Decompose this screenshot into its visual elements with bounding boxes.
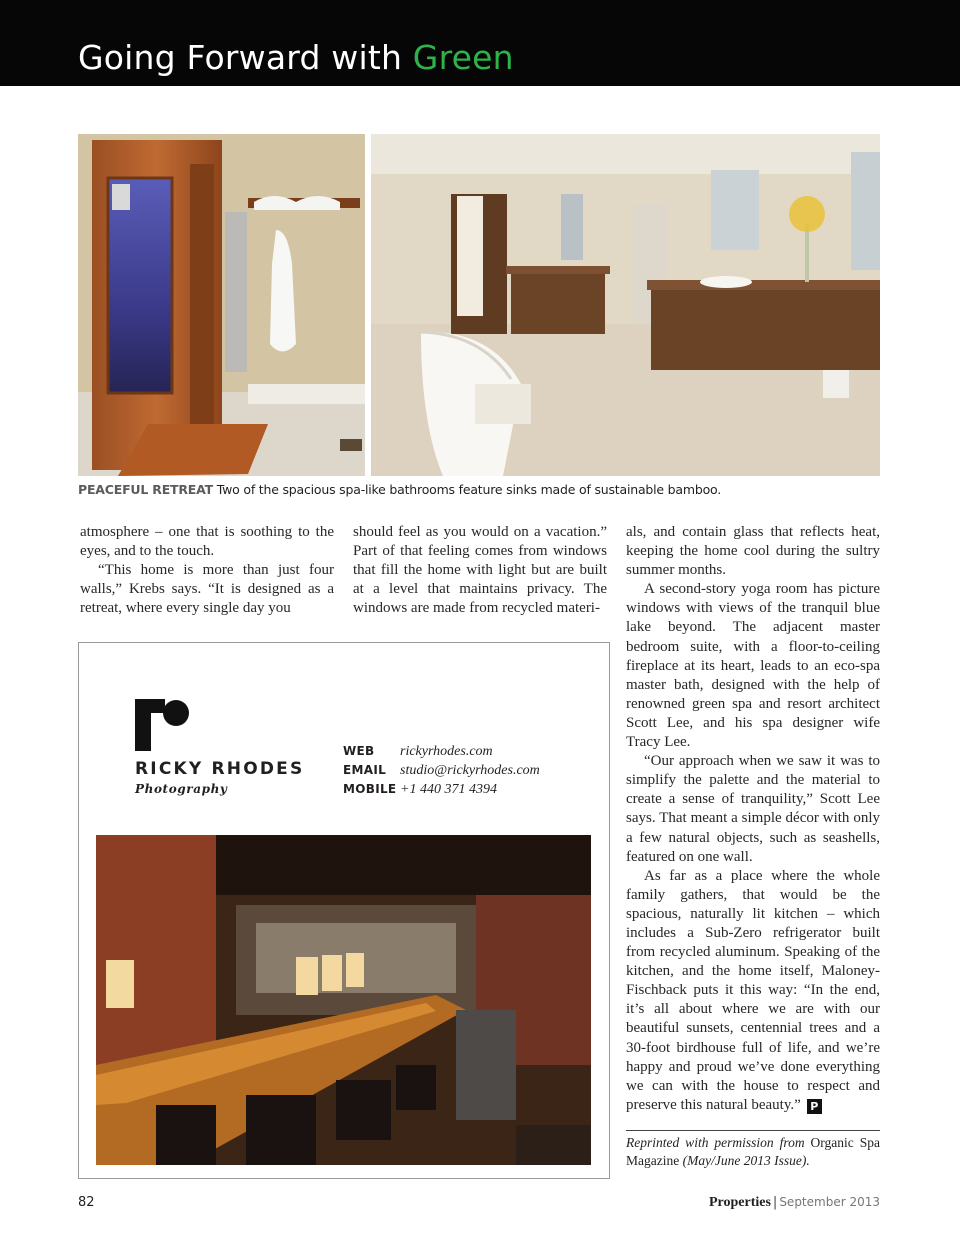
- magazine-name: Properties: [708, 1195, 771, 1210]
- page-number: 82: [78, 1195, 95, 1210]
- paragraph: should feel as you would on a vacation.” Part of that feeling comes from windows that fill the home with light but are built at a level that maintains privacy. The windows are made from recycled materi-: [353, 524, 607, 617]
- restaurant-photo: [96, 835, 591, 1165]
- page-title: [78, 38, 514, 77]
- sauna-photo: [78, 134, 365, 476]
- paragraph-final: [626, 867, 880, 1115]
- end-mark-icon: P: [807, 1099, 822, 1114]
- brand-logo-icon: [135, 699, 191, 751]
- paragraph: atmosphere – one that is soothing to the eyes, and to the touch.: [80, 524, 334, 560]
- paragraph: A second-story yoga room has picture windows with views of the tranquil blue lake beyond. The adjacent master bedroom suite, with a floor-to-ceiling fireplace at its heart, leads to an eco-spa master bath, designed with the help of renowned green spa and resort architect Scott Lee, and his spa designer wife Tracy Lee.: [626, 581, 880, 751]
- restaurant-illustration: [96, 835, 591, 1165]
- reprint-credit: [626, 1134, 880, 1169]
- bathroom-illustration: [371, 134, 880, 476]
- photography-ad: [78, 642, 610, 1179]
- contact-label: EMAIL: [343, 763, 387, 777]
- contact-mobile: [343, 782, 540, 801]
- credit-publication: Organic Spa Magazine: [626, 1135, 880, 1168]
- brand-name: RICKY RHODES: [135, 759, 305, 779]
- website-link[interactable]: rickyrhodes.com: [400, 744, 493, 759]
- paragraph: “This home is more than just four walls,” Krebs says. “It is designed as a retreat, where every single day you: [80, 562, 334, 617]
- photo-caption: [78, 482, 880, 497]
- title-accent: Green: [412, 38, 514, 77]
- credit-issue: (May/June 2013 Issue).: [679, 1152, 810, 1168]
- caption-text: Two of the spacious spa-like bathrooms feature sinks made of sustainable bamboo.: [212, 482, 722, 497]
- article-column-3: [626, 523, 880, 1115]
- contact-label: WEB: [343, 744, 375, 758]
- title-main: Going Forward with: [78, 38, 403, 77]
- credit-prefix: Reprinted with permission from: [626, 1135, 805, 1150]
- issue-date: September 2013: [779, 1195, 880, 1209]
- paragraph-text: As far as a place where the whole family gathers, that would be the spacious, naturally lit kitchen – which includes a Sub-Zero refrigerator built from recycled aluminum. Speaking of the kitchen, and the home itself, Maloney-Fischback puts it this way: “In the end, it’s all about where we are with our beautiful sunsets, centennial trees and a 30-foot birdhouse full of life, and we’re happy and proud we’ve done everything we can with the house to respect and preserve this natural beauty.”: [626, 867, 880, 1113]
- contact-label: MOBILE: [343, 782, 397, 796]
- email-link[interactable]: studio@rickyrhodes.com: [400, 763, 540, 778]
- phone-link[interactable]: +1 440 371 4394: [400, 782, 497, 797]
- running-footer: [709, 1194, 880, 1211]
- article-column-1: [80, 523, 334, 618]
- sauna-illustration: [78, 134, 365, 476]
- article-column-2: [353, 523, 607, 618]
- paragraph: “Our approach when we saw it was to simplify the palette and the material to create a sense of tranquility,” Scott Lee says. That meant a simple décor with only a few natural objects, such as seashells, featured on one wall.: [626, 753, 880, 865]
- contact-email: [343, 763, 540, 782]
- paragraph: als, and contain glass that reflects heat, keeping the home cool during the sultry summer months.: [626, 524, 880, 579]
- footer-separator: |: [772, 1195, 778, 1210]
- brand-tagline: Photography: [135, 782, 228, 796]
- contact-info: [343, 744, 540, 801]
- bathroom-photo: [371, 134, 880, 476]
- credit-divider: [626, 1130, 880, 1131]
- contact-web: [343, 744, 540, 763]
- caption-lead: PEACEFUL RETREAT: [78, 482, 213, 497]
- page-header: [0, 0, 960, 86]
